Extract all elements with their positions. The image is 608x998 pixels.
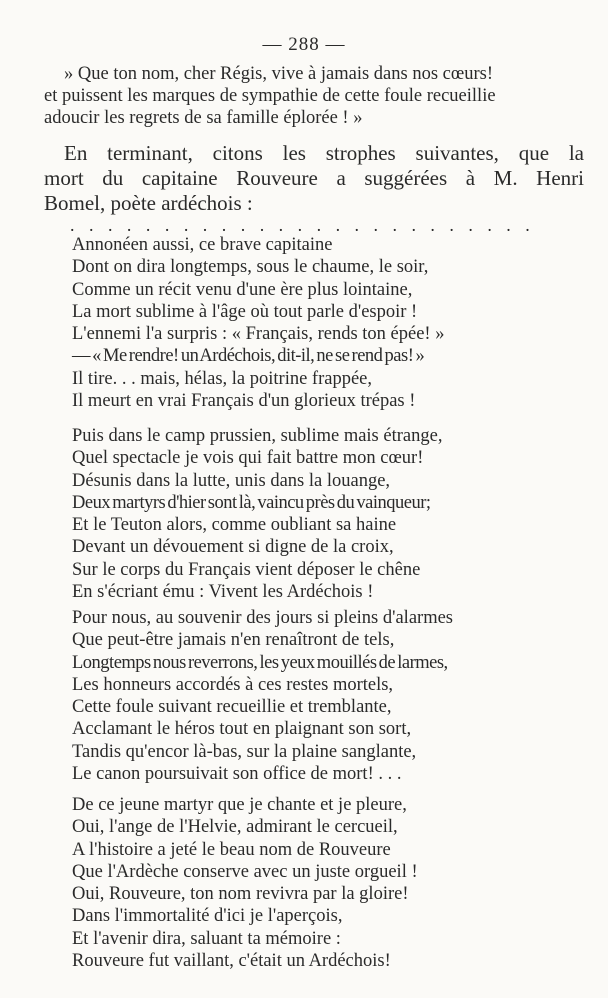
ellipsis-dot: . — [316, 215, 322, 235]
verse-line: Le canon poursuivait son office de mort! . . . — [72, 764, 402, 785]
verse-line: Longtemps nous reverrons, les yeux mouillés de larmes, — [72, 652, 448, 673]
verse-line: L'ennemi l'a surpris : « Français, rends ton épée! » — [72, 324, 445, 345]
ellipsis-dot: . — [240, 215, 246, 235]
ellipsis-dot: . — [506, 215, 511, 235]
intro-paragraph — [44, 141, 584, 216]
verse-line: Que peut-être jamais n'en renaîtront de tels, — [72, 630, 395, 651]
verse-line: Il tire. . . mais, hélas, la poitrine frappée, — [72, 368, 373, 389]
verse-line: De ce jeune martyr que je chante et je pleure, — [72, 795, 407, 815]
ellipsis-dot: . — [145, 215, 151, 235]
verse-line: Et l'avenir dira, saluant ta mémoire : — [72, 928, 341, 949]
verse-line: Quel spectacle je vois qui fait battre mon cœur! — [72, 448, 424, 469]
quote-line: » Que ton nom, cher Régis, vive à jamais dans nos cœurs! — [64, 64, 494, 84]
verse-line: — « Me rendre! un Ardéchois, dit-il, ne se rend pas! » — [72, 346, 425, 367]
verse-line: Les honneurs accordés à ces restes mortels, — [72, 674, 394, 695]
ellipsis-dot: . — [126, 215, 132, 235]
quote-paragraph — [44, 63, 584, 129]
verse-line: Rouveure fut vaillant, c'était un Ardéchois! — [72, 951, 391, 972]
ellipsis-dot: . — [392, 215, 397, 235]
verse-line: Deux martyrs d'hier sont là, vaincu près du vainqueur; — [72, 492, 431, 513]
ellipsis-dot: . — [107, 215, 113, 235]
ellipsis-dot: . — [221, 215, 227, 235]
verse-line: Que l'Ardèche conserve avec un juste orgueil ! — [72, 861, 418, 882]
ellipsis-dot: . — [88, 215, 94, 235]
ellipsis-dot: . — [487, 215, 492, 235]
stanza-4 — [72, 794, 592, 972]
intro-line: En terminant, citons les strophes suivantes, que la — [64, 141, 584, 165]
ellipsis-dot: . — [468, 215, 473, 235]
verse-line: Cette foule suivant recueillie et tremblante, — [72, 697, 392, 718]
ellipsis-dot: . — [411, 215, 416, 235]
verse-line: Dans l'immortalité d'ici je l'aperçois, — [72, 906, 343, 927]
verse-line: Oui, l'ange de l'Helvie, admirant le cercueil, — [72, 817, 398, 838]
stanza-3 — [72, 607, 592, 785]
quote-line: et puissent les marques de sympathie de cette foule recueillie — [44, 86, 496, 106]
ellipsis-dot: . — [373, 215, 378, 235]
verse-line: Dont on dira longtemps, sous le chaume, le soir, — [72, 257, 429, 278]
ellipsis-dot: . — [70, 215, 75, 235]
ellipsis-dot: . — [525, 215, 530, 235]
verse-line: Désunis dans la lutte, unis dans la louange, — [72, 470, 391, 491]
ellipsis-dot: . — [430, 215, 435, 235]
stanza-1 — [72, 234, 592, 412]
ellipsis-dot: . — [202, 215, 208, 235]
intro-line: Bomel, poète ardéchois : — [44, 191, 253, 215]
intro-line: mort du capitaine Rouveure a suggérées à M. Henri — [44, 166, 584, 190]
verse-line: La mort sublime à l'âge où tout parle d'espoir ! — [72, 301, 418, 322]
verse-line: Devant un dévouement si digne de la croix, — [72, 537, 394, 558]
ellipsis-dot: . — [335, 215, 341, 235]
ellipsis-dot: . — [259, 215, 265, 235]
verse-line: Et le Teuton alors, comme oubliant sa haine — [72, 515, 397, 536]
ellipsis-dot: . — [183, 215, 189, 235]
ellipsis-dot: . — [297, 215, 303, 235]
stanza-2 — [72, 425, 592, 603]
verse-line: Tandis qu'encor là-bas, sur la plaine sanglante, — [72, 741, 417, 762]
ellipsis-dot: . — [278, 215, 284, 235]
ellipsis-dots — [70, 215, 530, 235]
verse-line: Oui, Rouveure, ton nom revivra par la gloire! — [72, 884, 409, 905]
verse-line: Acclamant le héros tout en plaignant son sort, — [72, 719, 412, 740]
ellipsis-dot: . — [354, 215, 360, 235]
ellipsis-dot: . — [164, 215, 170, 235]
verse-line: Sur le corps du Français vient déposer le chêne — [72, 559, 421, 580]
verse-line: En s'écriant ému : Vivent les Ardéchois ! — [72, 582, 374, 603]
verse-line: Puis dans le camp prussien, sublime mais étrange, — [72, 426, 443, 446]
ellipsis-dot: . — [449, 215, 454, 235]
verse-line: Annonéen aussi, ce brave capitaine — [72, 235, 333, 255]
page-number: — 288 — — [262, 34, 346, 55]
verse-line: Il meurt en vrai Français d'un glorieux trépas ! — [72, 391, 416, 412]
quote-line: adoucir les regrets de sa famille éplorée ! » — [44, 108, 363, 128]
verse-line: A l'histoire a jeté le beau nom de Rouveure — [72, 839, 391, 860]
verse-line: Comme un récit venu d'une ère plus lointaine, — [72, 279, 413, 300]
verse-line: Pour nous, au souvenir des jours si pleins d'alarmes — [72, 608, 453, 628]
